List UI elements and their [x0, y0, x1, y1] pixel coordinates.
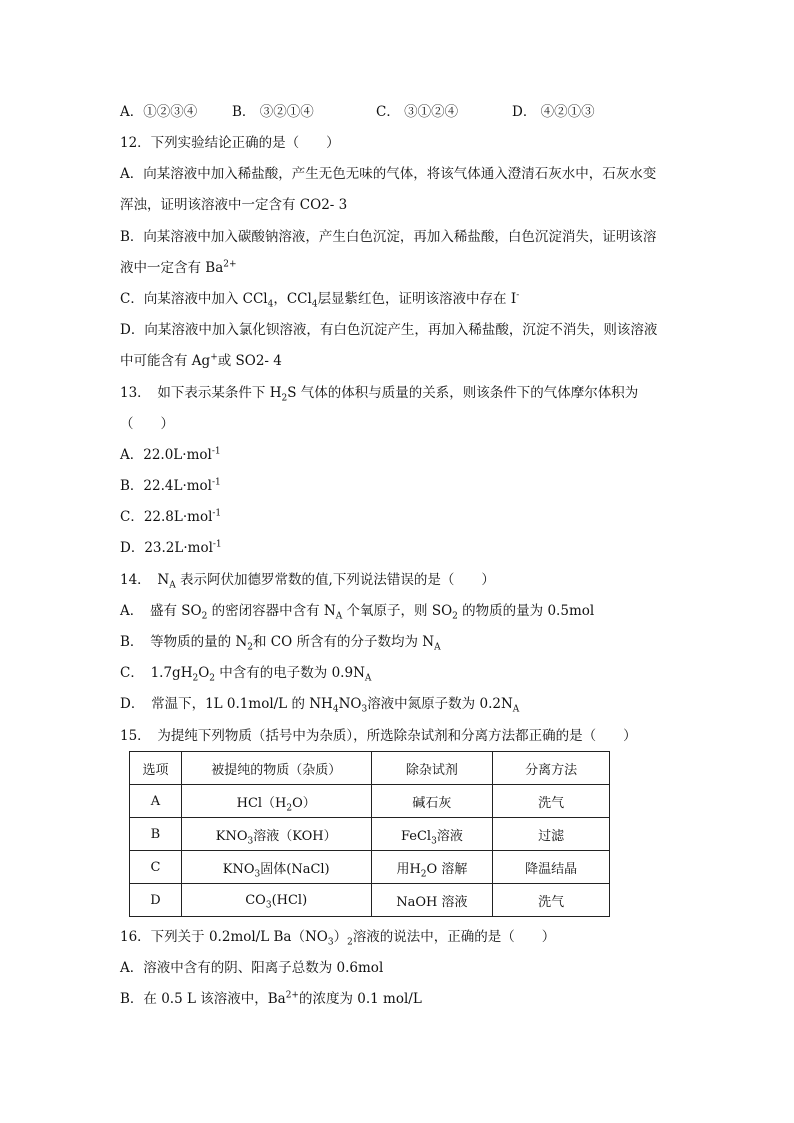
table-cell-reagent: FeCl$_3$溶液 [371, 818, 493, 851]
q15-table [129, 751, 610, 917]
table-cell-method: 洗气 [493, 884, 610, 917]
q12-option-a-line1: A．向某溶液中加入稀盐酸，产生无色无味的气体，将该气体通入澄清石灰水中，石灰水变 [120, 166, 657, 182]
table-cell-option: A [130, 785, 182, 818]
q13-option-d: D．23.2L·mol$^{-1}$ [120, 539, 222, 556]
q11-option-d: D． ④②①③ [512, 104, 595, 120]
q13-stem-line2: （ ） [120, 416, 174, 432]
table-row [130, 785, 610, 818]
q12-option-b-line2: 液中一定含有 $Ba^{2+}$ [120, 259, 237, 276]
table-row [130, 851, 610, 884]
table-cell-method: 降温结晶 [493, 851, 610, 884]
table-cell-reagent: 用$H_2O$ 溶解 [371, 851, 493, 884]
table-cell-option: D [130, 884, 182, 917]
table-cell-substance: $HCl(H_2O)$ [181, 785, 371, 818]
table-header-cell: 分离方法 [493, 752, 610, 785]
q12-stem: 12．下列实验结论正确的是（ ） [120, 135, 340, 151]
table-cell-option: B [130, 818, 182, 851]
table-cell-reagent: NaOH 溶液 [371, 884, 493, 917]
q15-stem: 15． 为提纯下列物质（括号中为杂质），所选除杂试剂和分离方法都正确的是（ ） [120, 728, 637, 744]
q13-stem: 13． 如下表示某条件下 $H_2S$ 气体的体积与质量的关系，则该条件下的气体摩尔体积为 [120, 385, 639, 404]
table-row [130, 884, 610, 917]
q14-option-c: C． $1.7gH_2O_2$ 中含有的电子数为 $0.9N_A$ [120, 665, 372, 684]
q14-option-a: A． 盛有 $SO_2$ 的密闭容器中含有 $N_A$ 个氧原子，则 $SO_2$ 的物质的量为 0.5mol [120, 603, 595, 622]
table-cell-method: 洗气 [493, 785, 610, 818]
table-cell-substance: $KNO_3$固体(NaCl) [181, 851, 371, 884]
q12-option-c: C．向某溶液中加入 CCl$_4$，CCl$_4$层显紫红色，证明该溶液中存在 I- [120, 290, 520, 310]
q12-option-a-line2: 浑浊，证明该溶液中一定含有 CO2- 3 [120, 197, 348, 213]
q11-option-b: B． ③②①④ [232, 104, 314, 120]
table-header-cell: 选项 [130, 752, 182, 785]
table-cell-substance: $CO_3(HCl)$ [181, 884, 371, 917]
table-header-row [130, 752, 610, 785]
q11-option-c: C． ③①②④ [376, 104, 459, 120]
table-header-cell: 被提纯的物质（杂质） [181, 752, 371, 785]
table-header-cell: 除杂试剂 [371, 752, 493, 785]
table-cell-method: 过滤 [493, 818, 610, 851]
q12-option-d-line2: 中可能含有 Ag+或 SO2- 4 [120, 352, 282, 369]
q12-option-d-line1: D．向某溶液中加入氯化钡溶液，有白色沉淀产生，再加入稀盐酸，沉淀不消失，则该溶液 [120, 322, 658, 338]
table-cell-option: C [130, 851, 182, 884]
q16-option-b: B．在 0.5 L 该溶液中，$Ba^{2+}$的浓度为 0.1 mol/L [120, 990, 422, 1007]
q11-option-a: A．①②③④ [120, 104, 198, 120]
q13-option-a: A．22.0L·mol$^{-1}$ [120, 446, 221, 463]
q16-option-a: A．溶液中含有的阴、阳离子总数为 0.6mol [120, 960, 384, 976]
q16-stem: 16．下列关于 0.2mol/L $Ba(NO_3)_2$溶液的说法中，正确的是（ ） [120, 929, 556, 948]
q13-option-c: C．22.8L·mol$^{-1}$ [120, 508, 222, 525]
table-row [130, 818, 610, 851]
q12-option-b-line1: B．向某溶液中加入碳酸钠溶液，产生白色沉淀，再加入稀盐酸，白色沉淀消失，证明该溶 [120, 229, 657, 245]
table-cell-substance: $KNO_3$溶液（KOH） [181, 818, 371, 851]
q14-option-b: B． 等物质的量的 $N_2$和 CO 所含有的分子数均为 $N_A$ [120, 634, 441, 653]
q14-stem: 14． $N_A$ 表示阿伏加德罗常数的值,下列说法错误的是（ ） [120, 572, 495, 591]
q14-option-d: D． 常温下，1L 0.1mol/L 的 $NH_4NO_3$溶液中氮原子数为 $0.2N_A$ [120, 696, 520, 715]
table-cell-reagent: 碱石灰 [371, 785, 493, 818]
q13-option-b: B．22.4L·mol$^{-1}$ [120, 477, 221, 494]
